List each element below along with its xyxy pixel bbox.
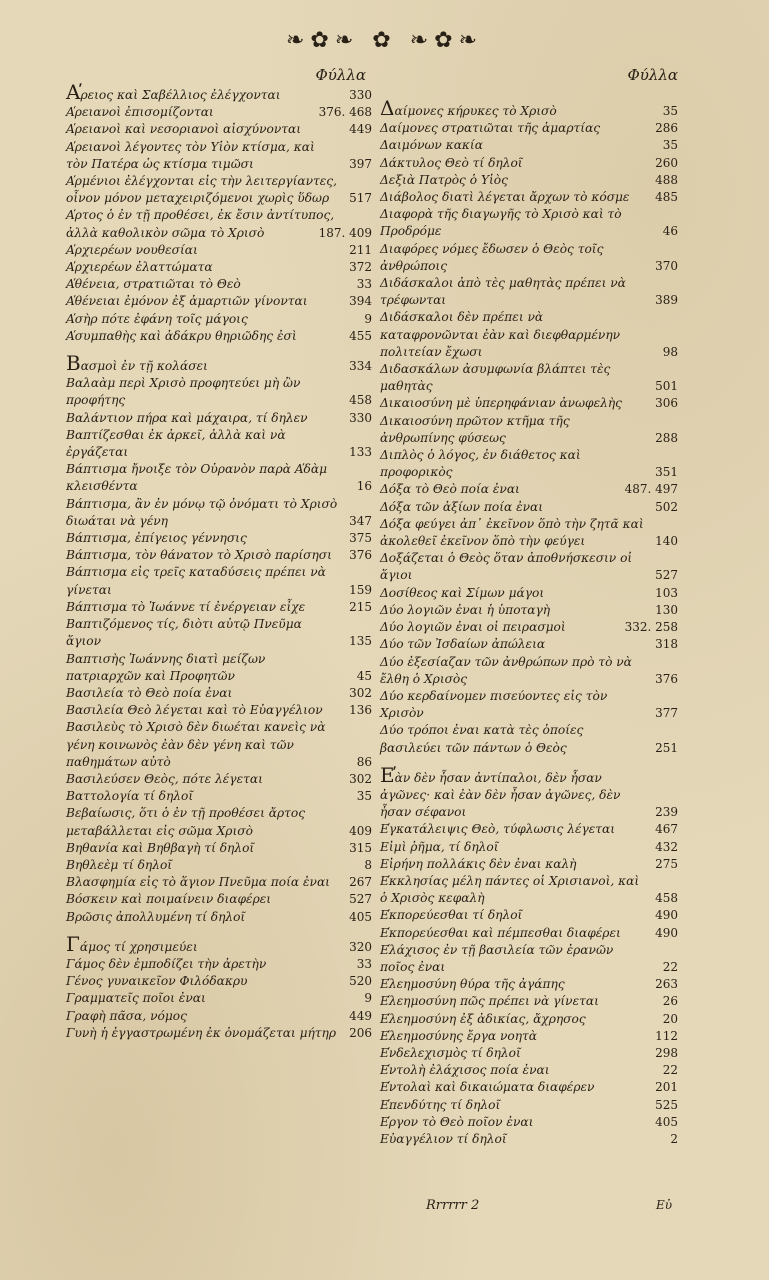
entry-text: Βάπτισμα, ἐπίγειος γέννησις	[66, 531, 247, 546]
index-entry	[380, 206, 678, 240]
entry-page-number: 9	[364, 311, 372, 326]
index-entry	[380, 762, 678, 822]
index-entry	[380, 96, 678, 120]
index-entry	[380, 481, 678, 498]
entry-text: Βάπτισμα ἤνοιξε τὸν Οὐρανὸν παρὰ Α̕δὰμ κλεισθέντα	[66, 462, 328, 494]
index-entry	[66, 80, 372, 104]
entry-text: Δικαιοσύνη μὲ ὑπερηφάνιαν ἀνωφελὴς	[380, 396, 622, 411]
index-entry	[380, 602, 678, 619]
entry-page-number: 449	[349, 122, 372, 137]
entry-page-number: 376	[655, 671, 678, 686]
entry-text: Βόσκειν καὶ ποιμαίνειν διαφέρει	[66, 892, 272, 907]
entry-page-number: 389	[655, 293, 678, 308]
entry-page-number: 20	[662, 1011, 678, 1026]
index-entry	[66, 276, 372, 293]
right-column-header: Φύλλα	[627, 66, 678, 84]
entry-text: Ε̕πενδύτης τί δηλοῖ	[380, 1097, 501, 1112]
index-entry	[380, 395, 678, 412]
entry-text: Ε̕κπορεύεσθαι τί δηλοῖ	[380, 908, 523, 923]
index-entry	[380, 550, 678, 584]
index-entry	[66, 616, 372, 650]
index-entry	[66, 874, 372, 891]
entry-page-number: 267	[349, 875, 372, 890]
entry-text: Α̕σὴρ πότε ἐφάνη τοῖς μάγοις	[66, 311, 248, 326]
entry-text: Γάμος τί χρησιμεύει	[66, 931, 198, 956]
entry-page-number: 2	[670, 1131, 678, 1146]
index-entry	[66, 139, 372, 173]
index-entry	[66, 461, 372, 495]
entry-page-number: 26	[662, 994, 678, 1009]
entry-text: Βηθανία καὶ Βηθβαγὴ τί δηλοῖ	[66, 840, 255, 855]
entry-text: Α̕ρτος ὁ ἐν τῇ προθέσει, ἐκ ἔσιν ἀντίτυπος, ἀλλὰ καθολικὸν σῶμα τὸ Χρισὸ	[66, 208, 335, 240]
entry-page-number: 397	[349, 156, 372, 171]
entry-page-number: 377	[655, 706, 678, 721]
index-entry	[66, 104, 372, 121]
entry-page-number: 8	[364, 857, 372, 872]
entry-page-number: 330	[349, 88, 372, 102]
index-entry	[66, 242, 372, 259]
entry-text: Ε̕λεημοσύνη ἐξ ἀδικίας, ἄχρησος	[380, 1011, 586, 1026]
index-entry	[380, 1097, 678, 1114]
left-column	[66, 66, 372, 1042]
entry-text: Διπλὸς ὁ λόγος, ἐν διάθετος καὶ προφορικὸς	[380, 448, 581, 480]
entry-text: Δαιμόνων κακία	[380, 138, 483, 153]
index-entry	[380, 1131, 678, 1148]
entry-page-number: 302	[349, 685, 372, 700]
entry-text: Βασιλεία Θεὸ λέγεται καὶ τὸ Εὐαγγέλιον	[66, 703, 323, 718]
entry-page-number: 133	[349, 445, 372, 460]
index-entry	[66, 685, 372, 702]
entry-page-number: 334	[349, 359, 372, 374]
index-entry	[66, 891, 372, 908]
entry-text: Δύο τρόποι ἐναι κατὰ τὲς ὁποίες βασιλεύει τῶν πάντων ὁ Θεὸς	[380, 723, 584, 755]
entry-text: Α̕ρχιερέων νουθεσίαι	[66, 242, 198, 257]
index-entry	[380, 688, 678, 722]
entry-text: Βαλάντιον πήρα καὶ μάχαιρα, τί δηλεν	[66, 410, 308, 425]
entry-page-number: 187. 409	[318, 225, 372, 240]
entry-page-number: 288	[655, 430, 678, 445]
entry-page-number: 251	[655, 740, 678, 755]
entry-page-number: 351	[655, 465, 678, 480]
entry-page-number: 372	[349, 260, 372, 275]
entry-page-number: 347	[349, 513, 372, 528]
entry-text: Δάκτυλος Θεὸ τί δηλοῖ	[380, 155, 523, 170]
entry-text: Βασιλεὺς τὸ Χρισὸ δὲν διωέται κανεὶς νὰ γένη κοινωνὸς ἐὰν δὲν γένη καὶ τῶν παθημάτων αὐτὸ	[66, 720, 326, 769]
index-entry	[380, 619, 678, 636]
right-column	[380, 66, 678, 1148]
entry-page-number: 112	[655, 1028, 678, 1043]
entry-text: Δόξα φεύγει ἀπ᾽ ἐκεῖνον ὅπὸ τὴν ζητᾶ καὶ ἀκολεθεῖ ἐκεῖνον ὅπὸ τὴν φεύγει	[380, 516, 644, 549]
entry-page-number: 527	[655, 568, 678, 583]
entry-page-number: 130	[655, 602, 678, 617]
entry-text: Α̕ρχιερέων ἐλαττώματα	[66, 260, 213, 275]
entry-text: Εὐαγγέλιον τί δηλοῖ	[380, 1131, 507, 1146]
index-entry	[380, 1114, 678, 1131]
entry-page-number: 520	[349, 974, 372, 989]
index-entry	[66, 1025, 372, 1042]
entry-page-number: 35	[662, 104, 678, 118]
entry-text: Ε̕ργον τὸ Θεὸ ποῖον ἐναι	[380, 1114, 534, 1129]
entry-text: Διάβολος διατὶ λέγεται ἄρχων τὸ κόσμε	[380, 190, 630, 205]
entry-text: Βασιλεύσεν Θεὸς, πότε λέγεται	[66, 771, 263, 786]
index-entry	[66, 564, 372, 598]
index-entry	[66, 990, 372, 1007]
entry-page-number: 527	[349, 892, 372, 907]
entry-text: Ε̕λεημοσύνη πῶς πρέπει νὰ γίνεται	[380, 994, 599, 1009]
index-entry	[380, 1028, 678, 1045]
index-entry	[66, 788, 372, 805]
index-entry	[380, 1045, 678, 1062]
entry-text: Δύο ἐξεσίαζαν τῶν ἀνθρώπων πρὸ τὸ νὰ ἔλθη ὁ Χρισὸς	[380, 654, 632, 686]
entry-text: Ε̕γκατάλειψις Θεὸ, τύφλωσις λέγεται	[380, 822, 616, 837]
entry-text: Γάμος δὲν ἐμποδίζει τὴν ἀρετὴν	[66, 956, 267, 971]
index-entry	[380, 1011, 678, 1028]
entry-text: Γραμματεῖς ποῖοι ἐναι	[66, 991, 206, 1006]
entry-page-number: 86	[356, 754, 372, 769]
entry-page-number: 35	[662, 138, 678, 153]
entry-text: Ε̕ντολαὶ καὶ δικαιώματα διαφέρεν	[380, 1080, 595, 1095]
entry-text: Διαφόρες νόμες ἔδωσεν ὁ Θεὸς τοῖς ἀνθρώποις	[380, 241, 604, 273]
entry-text: Ε̕νδελεχισμὸς τί δηλοῖ	[380, 1045, 521, 1060]
entry-text: Ε̕κκλησίας μέλη πάντες οἱ Χρισιανοὶ, καὶ ὁ Χρισὸς κεφαλὴ	[380, 873, 640, 906]
letter-gap	[66, 345, 372, 355]
index-entry	[66, 931, 372, 956]
entry-text: Α̕ρειος καὶ Σαβέλλιος ἐλέγχονται	[66, 80, 281, 104]
entry-text: Δοξάζεται ὁ Θεὸς ὅταν ἀποθνήσκεσιν οἱ ἅγιοι	[380, 551, 633, 583]
entry-page-number: 320	[349, 939, 372, 954]
entry-text: Βαλαὰμ περὶ Χρισὸ προφητεύει μὴ ὢν προφήτης	[66, 376, 301, 408]
entry-text: Γυνὴ ἡ ἐγγαστρωμένη ἐκ ὀνομάζεται μήτηρ	[66, 1025, 337, 1040]
index-entry	[66, 857, 372, 874]
index-entry	[66, 956, 372, 973]
entry-text: Βαττολογία τί δηλοῖ	[66, 789, 194, 804]
entry-text: Δικαιοσύνη πρῶτον κτῆμα τῆς ἀνθρωπίνης φύσεως	[380, 413, 570, 445]
index-entry	[66, 702, 372, 719]
index-entry	[66, 599, 372, 616]
entry-page-number: 215	[349, 599, 372, 614]
index-entry	[66, 173, 372, 207]
index-entry	[380, 155, 678, 172]
entry-page-number: 432	[655, 839, 678, 854]
index-entry	[66, 771, 372, 788]
index-entry	[66, 530, 372, 547]
entry-page-number: 487. 497	[624, 482, 678, 497]
index-entry	[66, 805, 372, 839]
entry-page-number: 22	[662, 959, 678, 974]
entry-page-number: 490	[655, 908, 678, 923]
entry-text: Βασμοὶ ἐν τῇ κολάσει	[66, 351, 208, 376]
index-entry	[66, 909, 372, 926]
index-entry	[66, 259, 372, 276]
entry-text: Γραφὴ πᾶσα, νόμος	[66, 1008, 187, 1023]
index-entry	[66, 840, 372, 857]
entry-text: Δόξα τὸ Θεὸ ποία ἐναι	[380, 482, 520, 497]
entry-page-number: 16	[356, 479, 372, 494]
entry-page-number: 206	[349, 1025, 372, 1040]
entry-text: Διδάσκαλοι ἀπὸ τὲς μαθητὰς πρέπει νὰ τρέφωνται	[380, 276, 626, 308]
entry-page-number: 370	[655, 258, 678, 273]
index-entry	[66, 496, 372, 530]
entry-page-number: 35	[356, 789, 372, 804]
index-entry	[380, 499, 678, 516]
entry-page-number: 485	[655, 190, 678, 205]
entry-page-number: 467	[655, 822, 678, 837]
entry-page-number: 318	[655, 637, 678, 652]
index-entry	[66, 973, 372, 990]
entry-text: Βασιλεία τὸ Θεὸ ποία ἐναι	[66, 685, 233, 700]
entry-text: Βάπτισμα εἰς τρεῖς καταδύσεις πρέπει νὰ γίνεται	[66, 565, 326, 597]
index-entry	[380, 361, 678, 395]
entry-page-number: 263	[655, 977, 678, 992]
index-entry	[380, 309, 678, 361]
entry-page-number: 455	[349, 328, 372, 343]
index-entry	[380, 873, 678, 907]
entry-page-number: 525	[655, 1097, 678, 1112]
entry-page-number: 449	[349, 1008, 372, 1023]
entry-text: Α̕ρειανοὶ ἐπισομίζονται	[66, 105, 214, 120]
entry-page-number: 405	[655, 1114, 678, 1129]
index-entry	[380, 120, 678, 137]
index-entry	[66, 651, 372, 685]
index-entry	[66, 328, 372, 345]
entry-page-number: 332. 258	[624, 620, 678, 635]
entry-page-number: 103	[655, 585, 678, 600]
entry-page-number: 159	[349, 582, 372, 597]
entry-page-number: 375	[349, 531, 372, 546]
left-column-header: Φύλλα	[315, 66, 366, 84]
entry-text: Ε̕ντολὴ ἐλάχισος ποία ἐναι	[380, 1063, 550, 1078]
left-entries	[66, 80, 372, 1042]
entry-text: Α̕θένεια, στρατιῶται τὸ Θεὸ	[66, 277, 241, 292]
entry-text: Δαίμονες κήρυκες τὸ Χρισὸ	[380, 96, 557, 120]
entry-page-number: 302	[349, 771, 372, 786]
index-entry	[380, 856, 678, 873]
index-entry	[380, 585, 678, 602]
entry-page-number: 394	[349, 294, 372, 309]
index-entry	[66, 547, 372, 564]
entry-page-number: 488	[655, 172, 678, 187]
entry-text: Διδασκάλων ἀσυμφωνία βλάπτει τὲς μαθητὰς	[380, 362, 611, 394]
entry-text: Α̕ρειανοὶ λέγοντες τὸν Υἱὸν κτίσμα, καὶ τὸν Πατέρα ὡς κτίσμα τιμῶσι	[66, 139, 315, 171]
entry-text: Δύο τῶν Ἰσδαίων ἀπώλεια	[380, 637, 546, 652]
entry-page-number: 306	[655, 396, 678, 411]
entry-text: Δύο κερδαίνομεν πισεύοντες εἰς τὸν Χρισὸν	[380, 688, 608, 721]
entry-page-number: 135	[349, 634, 372, 649]
entry-page-number: 45	[356, 668, 372, 683]
entry-page-number: 330	[349, 410, 372, 425]
entry-page-number: 298	[655, 1045, 678, 1060]
index-entry	[380, 925, 678, 942]
entry-text: Βάπτισμα, τὸν θάνατον τὸ Χρισὸ παρίσησι	[66, 548, 332, 563]
index-entry	[380, 993, 678, 1010]
index-entry	[380, 516, 678, 550]
entry-text: Βλασφημία εἰς τὸ ἅγιον Πνεῦμα ποία ἐναι	[66, 875, 330, 890]
entry-page-number: 286	[655, 121, 678, 136]
entry-text: Βαπτισὴς Ἰωάννης διατὶ μείζων πατριαρχῶν καὶ Προφητῶν	[66, 651, 266, 683]
entry-text: Α̕θένειαι ἐμόνον ἐξ ἁμαρτιῶν γίνονται	[66, 294, 308, 309]
index-entry	[380, 654, 678, 688]
index-entry	[66, 121, 372, 138]
index-entry	[380, 1079, 678, 1096]
index-entry	[380, 907, 678, 924]
index-entry	[66, 1008, 372, 1025]
entry-page-number: 22	[662, 1063, 678, 1078]
index-entry	[380, 189, 678, 206]
index-entry	[66, 351, 372, 376]
entry-page-number: 517	[349, 191, 372, 206]
entry-page-number: 501	[655, 379, 678, 394]
catchword: Εὐ	[656, 1198, 673, 1212]
entry-text: Α̕ρμένιοι ἐλέγχονται εἰς τὴν λειτεργίαντες, οἶνον μόνον μεταχειριζόμενοι χωρὶς ὕδωρ	[66, 174, 337, 206]
entry-page-number: 458	[349, 393, 372, 408]
entry-text: Γένος γυναικεῖον Φιλόδακρυ	[66, 974, 248, 989]
letter-gap	[380, 757, 678, 767]
entry-text: Ε̕κπορεύεσθαι καὶ πέμπεσθαι διαφέρει	[380, 925, 621, 940]
index-entry	[380, 839, 678, 856]
entry-text: Δύο λογιῶν ἐναι ἡ ὑποταγὴ	[380, 602, 551, 617]
index-entry	[380, 413, 678, 447]
entry-text: Δύο λογιῶν ἐναι οἱ πειρασμοὶ	[380, 620, 566, 635]
index-entry	[380, 976, 678, 993]
entry-text: Εἰρήνη πολλάκις δὲν ἐναι καλὴ	[380, 856, 577, 871]
entry-text: Διδάσκαλοι δὲν πρέπει νὰ καταφρονῶνται ἐὰν καὶ διεφθαρμένην πολιτείαν ἔχωσι	[380, 310, 621, 359]
index-entry	[66, 375, 372, 409]
index-entry	[66, 410, 372, 427]
entry-page-number: 409	[349, 823, 372, 838]
entry-text: Δαίμονες στρατιῶται τῆς ἁμαρτίας	[380, 121, 601, 136]
index-entry	[380, 1062, 678, 1079]
entry-page-number: 98	[662, 344, 678, 359]
index-entry	[380, 137, 678, 154]
index-entry	[66, 207, 372, 241]
entry-page-number: 239	[655, 805, 678, 820]
entry-text: Ε̕λάχισος ἐν τῇ βασιλεία τῶν ἐρανῶν ποῖος ἐναι	[380, 942, 614, 974]
entry-text: Ε̕λεημοσύνη θύρα τῆς ἀγάπης	[380, 977, 565, 992]
letter-gap	[66, 926, 372, 936]
index-entry	[66, 293, 372, 310]
entry-text: Βάπτισμα, ἂν ἐν μόνῳ τῷ ὀνόματι τὸ Χρισὸ διωάται νὰ γένη	[66, 496, 338, 528]
entry-page-number: 405	[349, 909, 372, 924]
right-entries	[380, 96, 678, 1148]
index-entry	[380, 942, 678, 976]
entry-page-number: 201	[655, 1080, 678, 1095]
entry-page-number: 136	[349, 703, 372, 718]
index-entry	[66, 311, 372, 328]
entry-text: Ε̕ὰν δὲν ἦσαν ἀντίπαλοι, δὲν ἦσαν ἀγῶνες· καὶ ἐὰν δὲν ἦσαν ἀγῶνες, δὲν ἦσαν σέφανοι	[380, 762, 621, 820]
index-entry	[380, 821, 678, 838]
entry-page-number: 315	[349, 840, 372, 855]
entry-text: Δεξιὰ Πατρὸς ὁ Υἱὸς	[380, 172, 508, 187]
entry-page-number: 376. 468	[318, 105, 372, 120]
entry-page-number: 33	[356, 277, 372, 292]
entry-page-number: 458	[655, 891, 678, 906]
entry-text: Διαφορὰ τῆς διαγωγῆς τὸ Χρισὸ καὶ τὸ Προδρόμε	[380, 207, 622, 239]
entry-text: Βρῶσις ἀπολλυμένη τί δηλοῖ	[66, 909, 246, 924]
entry-page-number: 211	[349, 242, 372, 257]
entry-text: Δόξα τῶν ἀξίων ποία ἐναι	[380, 499, 544, 514]
entry-page-number: 9	[364, 991, 372, 1006]
index-entry	[380, 636, 678, 653]
entry-page-number: 260	[655, 155, 678, 170]
entry-page-number: 275	[655, 856, 678, 871]
entry-text: Βεβαίωσις, ὅτι ὁ ἐν τῇ προθέσει ἄρτος μεταβάλλεται εἰς σῶμα Χρισὸ	[66, 806, 306, 838]
entry-page-number: 502	[655, 499, 678, 514]
entry-text: Βαπτίζεσθαι ἐκ ἀρκεῖ, ἀλλὰ καὶ νὰ ἐργάζεται	[66, 427, 286, 460]
entry-page-number: 376	[349, 548, 372, 563]
index-entry	[380, 722, 678, 756]
entry-page-number: 140	[655, 534, 678, 549]
entry-text: Δοσίθεος καὶ Σίμων μάγοι	[380, 585, 545, 600]
entry-text: Βαπτιζόμενος τίς, διὸτι αὐτῷ Πνεῦμα ἅγιον	[66, 617, 302, 649]
index-entry	[380, 172, 678, 189]
entry-text: Ε̕λεημοσύνης ἔργα νοητὰ	[380, 1028, 537, 1043]
index-entry	[380, 241, 678, 275]
index-entry	[66, 427, 372, 461]
entry-page-number: 46	[662, 224, 678, 239]
entry-text: Βάπτισμα τὸ Ἰωάννε τί ἐνέργειαν εἶχε	[66, 599, 306, 614]
entry-text: Εἰμὶ ῥῆμα, τί δηλοῖ	[380, 839, 499, 854]
entry-page-number: 33	[356, 956, 372, 971]
entry-page-number: 490	[655, 925, 678, 940]
index-entry	[380, 275, 678, 309]
index-entry	[380, 447, 678, 481]
entry-text: Βηθλεὲμ τί δηλοῖ	[66, 857, 173, 872]
index-entry	[66, 719, 372, 771]
signature-mark: Rrrrrr 2	[426, 1198, 480, 1213]
entry-text: Α̕ρειανοὶ καὶ νεσοριανοὶ αἰσχύνονται	[66, 122, 301, 137]
entry-text: Α̕συμπαθὴς καὶ ἀδάκρυ θηριῶδης ἐσὶ	[66, 328, 297, 343]
header-ornament: ❧✿❧ ✿ ❧✿❧	[285, 28, 484, 53]
